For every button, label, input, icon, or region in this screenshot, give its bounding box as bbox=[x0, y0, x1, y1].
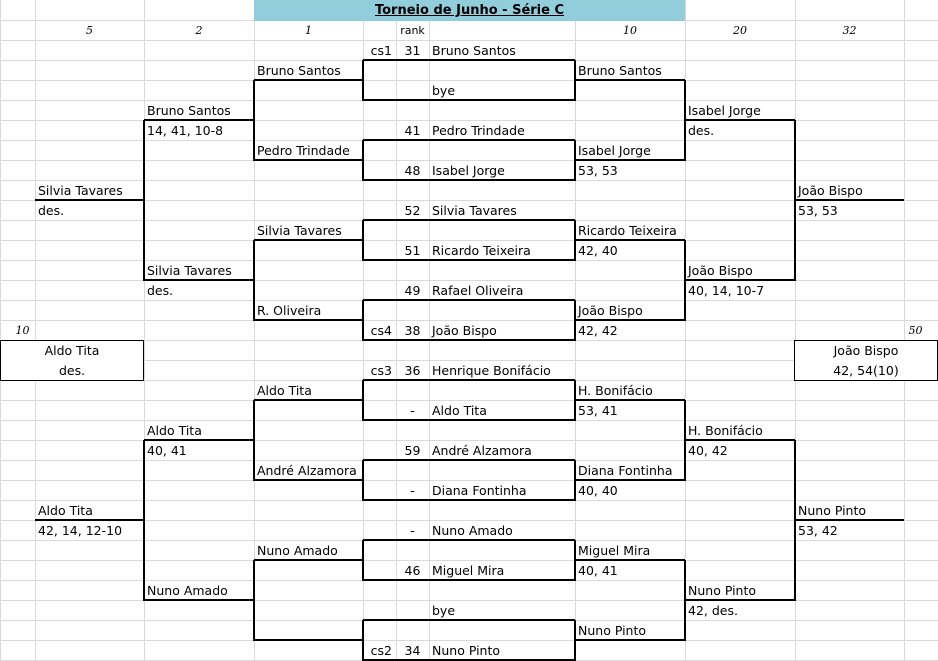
round1-right-score: 53, 53 bbox=[578, 163, 618, 178]
rank-value: 41 bbox=[404, 123, 421, 138]
col-header-32: 32 bbox=[842, 24, 857, 37]
player-name: Ricardo Teixeira bbox=[432, 243, 531, 258]
bracket-line bbox=[575, 559, 685, 561]
seed-label: cs1 bbox=[370, 43, 392, 58]
rank-value bbox=[396, 81, 429, 101]
bracket-line bbox=[362, 220, 364, 261]
bracket-line bbox=[254, 79, 363, 81]
round1-right-winner: João Bispo bbox=[578, 303, 643, 318]
bracket-line bbox=[143, 440, 145, 601]
seed-label bbox=[363, 521, 396, 541]
seed-label bbox=[363, 81, 396, 101]
round2-left-winner: Aldo Tita bbox=[147, 423, 202, 438]
player-name: Nuno Amado bbox=[432, 523, 513, 538]
round1-right-score: 40, 41 bbox=[578, 563, 618, 578]
bracket-line bbox=[575, 479, 685, 481]
bracket-line bbox=[35, 519, 144, 521]
bracket-line bbox=[684, 240, 686, 321]
bracket-line bbox=[363, 139, 396, 141]
bracket-line bbox=[396, 379, 429, 381]
bracket-line bbox=[396, 339, 429, 341]
bracket-line bbox=[363, 619, 396, 621]
rank-value: 31 bbox=[404, 43, 421, 58]
bracket-line bbox=[362, 380, 364, 421]
bracket-line bbox=[685, 599, 795, 601]
bracket-line bbox=[396, 99, 429, 101]
seed-label bbox=[363, 121, 396, 141]
bracket-line bbox=[685, 279, 795, 281]
bracket-line bbox=[429, 619, 575, 621]
seed-label bbox=[363, 201, 396, 221]
bracket-line bbox=[363, 539, 396, 541]
bracket-line bbox=[362, 300, 364, 341]
bracket-line bbox=[396, 619, 429, 621]
bracket-line bbox=[396, 219, 429, 221]
bracket-line bbox=[429, 459, 575, 461]
player-name: André Alzamora bbox=[432, 443, 532, 458]
col-header-10: 10 bbox=[623, 24, 637, 37]
round3-right-winner: João Bispo bbox=[798, 183, 863, 198]
rank-value bbox=[396, 601, 429, 621]
round1-left-winner: Silvia Tavares bbox=[257, 223, 342, 238]
round3-left-winner: Silvia Tavares bbox=[38, 183, 123, 198]
bracket-line bbox=[574, 540, 576, 581]
round1-right-winner: Nuno Pinto bbox=[578, 623, 647, 638]
player-name: Henrique Bonifácio bbox=[432, 363, 551, 378]
bracket-line bbox=[362, 140, 364, 181]
right-final-score: 42, 54(10) bbox=[833, 363, 899, 378]
player-name: Diana Fontinha bbox=[432, 483, 527, 498]
round3-right-score: 53, 42 bbox=[798, 523, 838, 538]
seed-label bbox=[363, 601, 396, 621]
round1-right-winner: Miguel Mira bbox=[578, 543, 651, 558]
bracket-line bbox=[363, 499, 396, 501]
bracket-line bbox=[143, 120, 145, 281]
bracket-line bbox=[363, 299, 396, 301]
rank-value: - bbox=[410, 483, 415, 498]
col-header-20: 20 bbox=[733, 24, 747, 37]
bracket-line bbox=[429, 259, 575, 261]
tournament-title: Torneio de Junho - Série C bbox=[254, 0, 685, 21]
left-final-box bbox=[0, 340, 144, 381]
rank-value: 38 bbox=[404, 323, 421, 338]
bracket-line bbox=[363, 99, 396, 101]
round1-right-winner: Diana Fontinha bbox=[578, 463, 673, 478]
seed-label bbox=[363, 401, 396, 421]
bracket-line bbox=[363, 379, 396, 381]
rank-value: 59 bbox=[404, 443, 421, 458]
round3-right-winner: Nuno Pinto bbox=[798, 503, 867, 518]
player-name: Pedro Trindade bbox=[432, 123, 525, 138]
round2-left-winner: Silvia Tavares bbox=[147, 263, 232, 278]
bracket-line bbox=[575, 319, 685, 321]
bracket-line bbox=[253, 240, 255, 321]
bracket-line bbox=[574, 140, 576, 181]
round1-right-winner: Isabel Jorge bbox=[578, 143, 651, 158]
seed-label bbox=[363, 161, 396, 181]
bracket-line bbox=[363, 259, 396, 261]
bracket-line bbox=[795, 519, 904, 521]
right-final-box bbox=[794, 340, 938, 381]
bracket-line bbox=[429, 59, 575, 61]
bracket-line bbox=[429, 379, 575, 381]
round2-left-score: 14, 41, 10-8 bbox=[147, 123, 224, 138]
bracket-line bbox=[363, 579, 396, 581]
bracket-line bbox=[363, 339, 396, 341]
round3-right-score: 53, 53 bbox=[798, 203, 838, 218]
round1-right-score: 42, 40 bbox=[578, 243, 618, 258]
round2-right-winner: Nuno Pinto bbox=[688, 583, 757, 598]
player-name: Nuno Pinto bbox=[432, 643, 501, 658]
round2-left-score: des. bbox=[147, 283, 174, 298]
round2-right-winner: H. Bonifácio bbox=[688, 423, 763, 438]
col-header-right-final: 50 bbox=[908, 324, 923, 337]
rank-value: 51 bbox=[404, 243, 421, 258]
col-header-2: 2 bbox=[195, 24, 203, 37]
bracket-line bbox=[574, 380, 576, 421]
bracket-line bbox=[253, 560, 255, 641]
bracket-line bbox=[254, 559, 363, 561]
bracket-line bbox=[254, 159, 363, 161]
bracket-line bbox=[254, 239, 363, 241]
bracket-line bbox=[429, 499, 575, 501]
bracket-line bbox=[429, 139, 575, 141]
bracket-line bbox=[429, 219, 575, 221]
round2-right-score: 40, 42 bbox=[688, 443, 728, 458]
col-header-left-final: 10 bbox=[15, 324, 30, 337]
rank-value: 48 bbox=[404, 163, 421, 178]
round1-left-winner: Aldo Tita bbox=[257, 383, 312, 398]
round1-left-winner: Bruno Santos bbox=[257, 63, 341, 78]
round2-right-score: 42, des. bbox=[688, 603, 738, 618]
rank-value: 49 bbox=[404, 283, 421, 298]
bracket-line bbox=[575, 239, 685, 241]
round1-right-score: 40, 40 bbox=[578, 483, 618, 498]
seed-label: cs2 bbox=[370, 643, 392, 658]
bracket-line bbox=[795, 199, 904, 201]
round3-left-winner: Aldo Tita bbox=[38, 503, 93, 518]
player-name: João Bispo bbox=[432, 323, 497, 338]
rank-value: 34 bbox=[404, 643, 421, 658]
bracket-line bbox=[396, 299, 429, 301]
bracket-line bbox=[254, 319, 363, 321]
bracket-line bbox=[363, 179, 396, 181]
round1-right-winner: Bruno Santos bbox=[578, 63, 662, 78]
bracket-line bbox=[254, 399, 363, 401]
bracket-line bbox=[254, 479, 363, 481]
bracket-line bbox=[429, 99, 575, 101]
bracket-line bbox=[362, 540, 364, 581]
right-final-name: João Bispo bbox=[833, 343, 899, 358]
round1-right-winner: Ricardo Teixeira bbox=[578, 223, 677, 238]
round1-left-winner: Pedro Trindade bbox=[257, 143, 350, 158]
bracket-line bbox=[144, 119, 254, 121]
bracket-line bbox=[396, 419, 429, 421]
bracket-line bbox=[575, 79, 685, 81]
bracket-line bbox=[794, 440, 796, 601]
round1-right-winner: H. Bonifácio bbox=[578, 383, 653, 398]
rank-value: - bbox=[410, 403, 415, 418]
bracket-line bbox=[35, 199, 144, 201]
round2-right-winner: Isabel Jorge bbox=[688, 103, 761, 118]
bracket-line bbox=[254, 639, 363, 641]
bracket-line bbox=[144, 439, 254, 441]
round1-left-winner: Nuno Amado bbox=[257, 543, 338, 558]
seed-label bbox=[363, 561, 396, 581]
round2-right-winner: João Bispo bbox=[688, 263, 753, 278]
bracket-line bbox=[396, 59, 429, 61]
bracket-line bbox=[429, 579, 575, 581]
round1-left-winner: André Alzamora bbox=[257, 463, 357, 478]
round2-right-score: des. bbox=[688, 123, 715, 138]
bracket-line bbox=[574, 220, 576, 261]
player-name: Rafael Oliveira bbox=[432, 283, 524, 298]
col-header-5: 5 bbox=[86, 24, 93, 37]
bracket-line bbox=[363, 219, 396, 221]
seed-label: cs3 bbox=[370, 363, 392, 378]
seed-label bbox=[363, 281, 396, 301]
round2-left-winner: Bruno Santos bbox=[147, 103, 231, 118]
round2-right-score: 40, 14, 10-7 bbox=[688, 283, 765, 298]
bracket-line bbox=[144, 599, 254, 601]
player-name: Isabel Jorge bbox=[432, 163, 505, 178]
player-name: Aldo Tita bbox=[432, 403, 487, 418]
bracket-line bbox=[575, 159, 685, 161]
bracket-line bbox=[396, 499, 429, 501]
bracket-line bbox=[575, 639, 685, 641]
bracket-line bbox=[144, 279, 254, 281]
player-name: Miguel Mira bbox=[432, 563, 505, 578]
bracket-line bbox=[396, 179, 429, 181]
player-name: Bruno Santos bbox=[432, 43, 516, 58]
bracket-line bbox=[363, 419, 396, 421]
round2-left-winner: Nuno Amado bbox=[147, 583, 228, 598]
round1-right-score: 53, 41 bbox=[578, 403, 618, 418]
bracket-line bbox=[429, 419, 575, 421]
col-header-rank: rank bbox=[400, 24, 425, 37]
bracket-line bbox=[574, 300, 576, 341]
bracket-line bbox=[396, 539, 429, 541]
left-final-name: Aldo Tita bbox=[44, 343, 100, 358]
seed-label: cs4 bbox=[370, 323, 392, 338]
round3-left-score: des. bbox=[38, 203, 65, 218]
bracket-line bbox=[685, 439, 795, 441]
bracket-line bbox=[574, 460, 576, 501]
rank-value: - bbox=[410, 523, 415, 538]
rank-value: 36 bbox=[404, 363, 421, 378]
bracket-line bbox=[685, 119, 795, 121]
bracket-line bbox=[363, 59, 396, 61]
player-name: bye bbox=[432, 603, 456, 618]
bracket-line bbox=[253, 80, 255, 161]
bracket-line bbox=[429, 539, 575, 541]
bracket-line bbox=[396, 139, 429, 141]
bracket-line bbox=[396, 579, 429, 581]
bracket-line bbox=[684, 560, 686, 641]
bracket-line bbox=[429, 179, 575, 181]
rank-value: 46 bbox=[404, 563, 421, 578]
round1-right-score: 42, 42 bbox=[578, 323, 618, 338]
seed-label bbox=[363, 241, 396, 261]
bracket-line bbox=[794, 120, 796, 281]
col-header-1: 1 bbox=[305, 24, 312, 37]
round2-left-score: 40, 41 bbox=[147, 443, 187, 458]
bracket-line bbox=[684, 400, 686, 481]
bracket-line bbox=[684, 80, 686, 161]
player-name: bye bbox=[432, 83, 456, 98]
left-final-score: des. bbox=[58, 363, 86, 378]
bracket-line bbox=[429, 339, 575, 341]
bracket-line bbox=[575, 399, 685, 401]
bracket-line bbox=[362, 460, 364, 501]
bracket-line bbox=[429, 299, 575, 301]
bracket-line bbox=[396, 459, 429, 461]
rank-value: 52 bbox=[404, 203, 421, 218]
bracket-line bbox=[396, 259, 429, 261]
round3-left-score: 42, 14, 12-10 bbox=[38, 523, 123, 538]
seed-label bbox=[363, 441, 396, 461]
seed-label bbox=[363, 481, 396, 501]
bracket-line bbox=[363, 459, 396, 461]
player-name: Silvia Tavares bbox=[432, 203, 517, 218]
bracket-line bbox=[574, 620, 576, 661]
bracket-line bbox=[253, 400, 255, 481]
round1-left-winner: R. Oliveira bbox=[257, 303, 322, 318]
bracket-line bbox=[574, 60, 576, 101]
bracket-line bbox=[362, 60, 364, 101]
